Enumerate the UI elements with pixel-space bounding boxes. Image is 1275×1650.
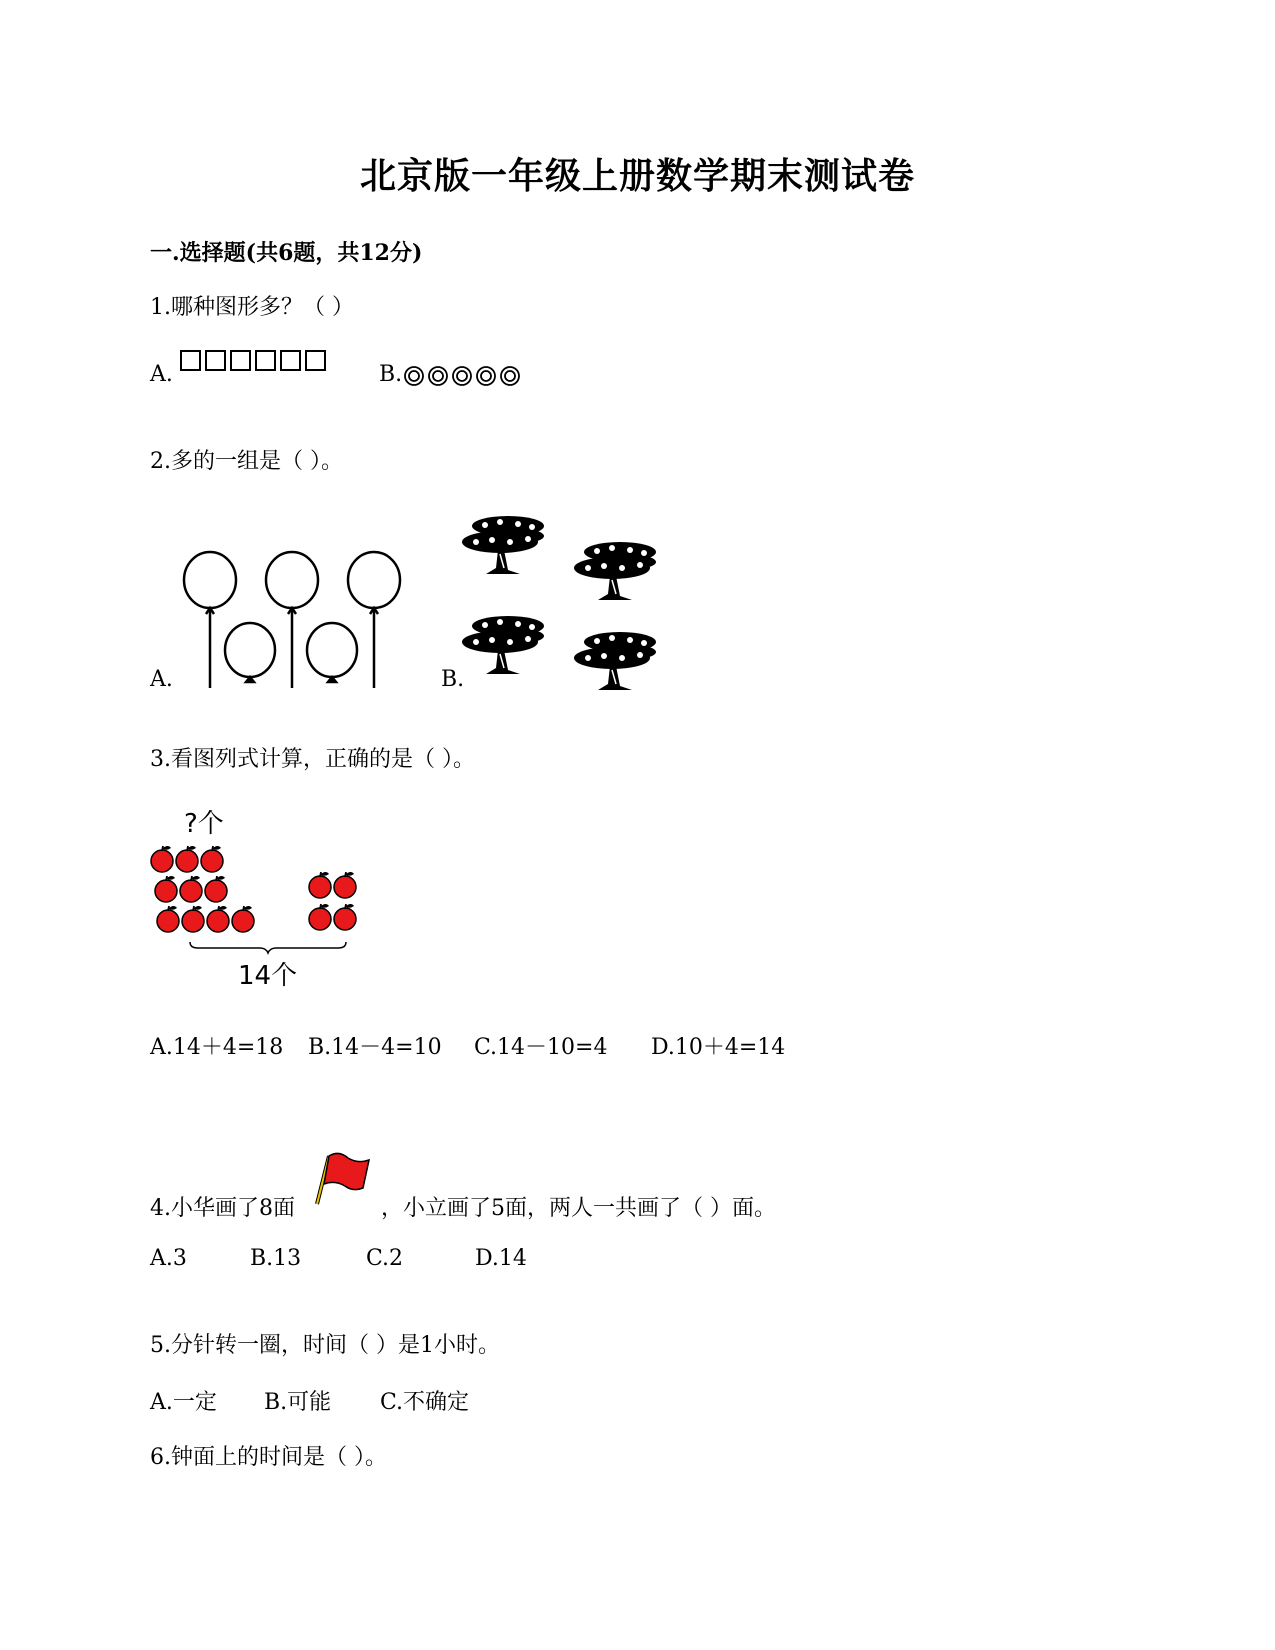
rings-figure (403, 365, 528, 387)
apple-shape (201, 846, 223, 872)
balloon-shape (266, 552, 318, 608)
apple-shape (334, 904, 356, 930)
q3-option-a: A.14＋4=18 (150, 1035, 284, 1060)
squares-figure (180, 350, 332, 372)
q5-option-b: B.可能 (264, 1390, 332, 1415)
q4-option-d: D.14 (475, 1246, 527, 1271)
q3-option-b: B.14－4=10 (308, 1035, 442, 1060)
trees-figure (470, 510, 680, 695)
balloon-shape (184, 552, 236, 608)
tree-shape (574, 632, 656, 690)
square-shape (206, 351, 225, 370)
apple-shape (151, 846, 173, 872)
q5-option-c: C.不确定 (380, 1390, 470, 1415)
balloon-shape (225, 623, 275, 677)
apple-shape (182, 906, 204, 932)
square-shape (306, 351, 325, 370)
balloon-shape (348, 552, 400, 608)
apple-shape (309, 872, 331, 898)
ring-shape (477, 367, 495, 385)
q5-option-a: A.一定 (150, 1390, 217, 1415)
square-shape (231, 351, 250, 370)
apple-shape (157, 906, 179, 932)
question-1-stem: 1.哪种图形多？（ ） (150, 295, 354, 320)
q2-option-a-label: A. (150, 667, 173, 692)
question-5-stem: 5.分针转一圈，时间（ ）是1小时。 (150, 1333, 500, 1358)
apples-figure (148, 846, 368, 946)
q4-option-a: A.3 (150, 1246, 187, 1271)
apple-shape (155, 876, 177, 902)
flag-icon (312, 1150, 374, 1208)
ring-shape (453, 367, 471, 385)
square-shape (281, 351, 300, 370)
q3-option-c: C.14－10=4 (474, 1035, 608, 1060)
ring-shape (501, 367, 519, 385)
apple-shape (176, 846, 198, 872)
tree-shape (574, 542, 656, 600)
q1-option-a-label: A. (150, 362, 173, 387)
ring-shape (429, 367, 447, 385)
apple-shape (334, 872, 356, 898)
question-2-stem: 2.多的一组是（ ）。 (150, 449, 343, 474)
square-shape (256, 351, 275, 370)
balloon-shape (307, 623, 357, 677)
apple-shape (232, 906, 254, 932)
apple-shape (205, 876, 227, 902)
q4-option-b: B.13 (250, 1246, 302, 1271)
page-title: 北京版一年级上册数学期末测试卷 (359, 155, 915, 197)
section-heading: 一.选择题(共6题，共12分) (150, 240, 423, 266)
question-4-stem-start: 4.小华画了8面 (150, 1196, 295, 1221)
question-4-stem-end: ，小立画了5面，两人一共画了（ ）面。 (381, 1196, 776, 1221)
balloons-figure (180, 550, 410, 690)
apple-shape (207, 906, 229, 932)
q4-option-c: C.2 (366, 1246, 404, 1271)
ring-shape (405, 367, 423, 385)
q3-unknown-label: ?个 (184, 809, 224, 839)
question-6-stem: 6.钟面上的时间是（ ）。 (150, 1445, 387, 1470)
q1-option-b-label: B. (379, 362, 403, 387)
tree-shape (462, 616, 544, 674)
brace-shape (188, 940, 348, 954)
apple-shape (180, 876, 202, 902)
tree-shape (462, 516, 544, 574)
q2-option-b-label: B. (441, 667, 465, 692)
q3-option-d: D.10＋4=14 (651, 1035, 786, 1060)
q3-total-label: 14个 (238, 961, 298, 991)
question-3-stem: 3.看图列式计算，正确的是（ ）。 (150, 747, 475, 772)
square-shape (181, 351, 200, 370)
apple-shape (309, 904, 331, 930)
